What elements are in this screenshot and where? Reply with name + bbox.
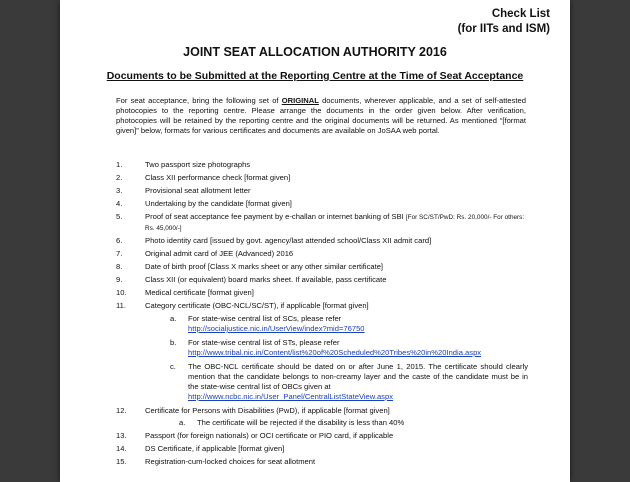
item-text: Undertaking by the candidate [format given] [145,199,292,208]
item-text: Original admit card of JEE (Advanced) 2016 [145,249,294,258]
item-text: Class XII performance check [format given] [145,173,291,182]
sub-item-12a [179,418,539,429]
document-page [60,0,570,482]
item-text [145,212,535,234]
obc-list-link[interactable]: http://www.ncbc.nic.in/User_Panel/CentralListStateView.aspx [188,392,393,401]
sub-text [188,362,528,402]
item-text: Passport (for foreign nationals) or OCI certificate or PIO card, if applicable [145,431,394,440]
intro-text-2: documents, wherever applicable, and a set of self-attested photocopies to the reporting centre. Please arrange the documents in the order given below. After verification, photocopies will be retained by the reporting centre and the original documents will be returned. As mentioned “[format given]” below, formats for various certificates and documents are available on JoSAA web portal. [116,96,526,135]
sub-text-body: The OBC-NCL certificate should be dated on or after June 1, 2015. The certificate should clearly mention that the candidate belongs to non-creamy layer and the caste of the candidate must be in the state-wise central list of OBCs given at [188,362,528,391]
checklist-title: Check List [491,8,550,20]
sub-text-body: For state-wise central list of SCs, please refer [188,314,342,323]
sub-item-11c [170,362,540,404]
sub-letter: a. [179,418,186,427]
sub-item-11a [170,314,540,336]
item-number: 3. [116,186,123,195]
item-number: 9. [116,275,123,284]
item-number: 4. [116,199,123,208]
item-number: 1. [116,160,123,169]
sub-letter: a. [170,314,177,323]
item-text: DS Certificate, if applicable [format given] [145,444,285,453]
sub-item-11b [170,338,540,360]
item-number: 15. [116,457,127,466]
item-number: 14. [116,444,127,453]
item-text: Photo identity card [issued by govt. agency/last attended school/Class XII admit card] [145,236,432,245]
checklist-header [458,7,550,37]
item-number: 11. [116,301,126,310]
sub-text-body: For state-wise central list of STs, please refer [188,338,340,347]
sub-text [188,338,528,358]
item-text-main: Proof of seat acceptance fee payment by e-challan or internet banking of SBI [145,212,406,221]
item-number: 12. [116,406,127,415]
item-number: 6. [116,236,123,245]
sub-letter: c. [170,362,176,371]
item-text: Two passport size photographs [145,160,251,169]
st-list-link[interactable]: http://www.tribal.nic.in/Content/list%20of%20Scheduled%20Tribes%20in%20India.aspx [188,348,482,357]
item-number: 5. [116,212,123,221]
item-text: Medical certificate [format given] [145,288,254,297]
sub-text: The certificate will be rejected if the disability is less than 40% [197,418,405,427]
intro-original: ORIGINAL [281,96,319,105]
sc-list-link[interactable]: http://socialjustice.nic.in/UserView/index?mid=76750 [188,324,365,333]
item-fee-note: [For SC/ST/PwD: Rs. 20,000/- For others: Rs. 45,000/-] [145,214,525,232]
item-number: 10. [116,288,127,297]
document-subtitle: Documents to be Submitted at the Reporting Centre at the Time of Seat Acceptance [106,70,524,82]
intro-text-1: For seat acceptance, bring the following set of [116,96,282,105]
sub-letter: b. [170,338,177,347]
intro-paragraph [116,96,526,136]
item-text: Date of birth proof [Class X marks sheet or any other similar certificate] [145,262,384,271]
item-text: Certificate for Persons with Disabilities (PwD), if applicable [format given] [145,406,390,415]
document-title: JOINT SEAT ALLOCATION AUTHORITY 2016 [183,45,447,59]
item-text: Category certificate (OBC-NCL/SC/ST), if applicable [format given] [145,301,369,310]
item-number: 7. [116,249,123,258]
item-text: Provisional seat allotment letter [145,186,251,195]
sub-text [188,314,528,334]
item-text: Class XII (or equivalent) board marks sheet. If available, pass certificate [145,275,387,284]
item-number: 2. [116,173,123,182]
item-text: Registration-cum-locked choices for seat allotment [145,457,316,466]
checklist-scope: (for IITs and ISM) [457,23,550,35]
item-number: 13. [116,431,127,440]
item-number: 8. [116,262,123,271]
